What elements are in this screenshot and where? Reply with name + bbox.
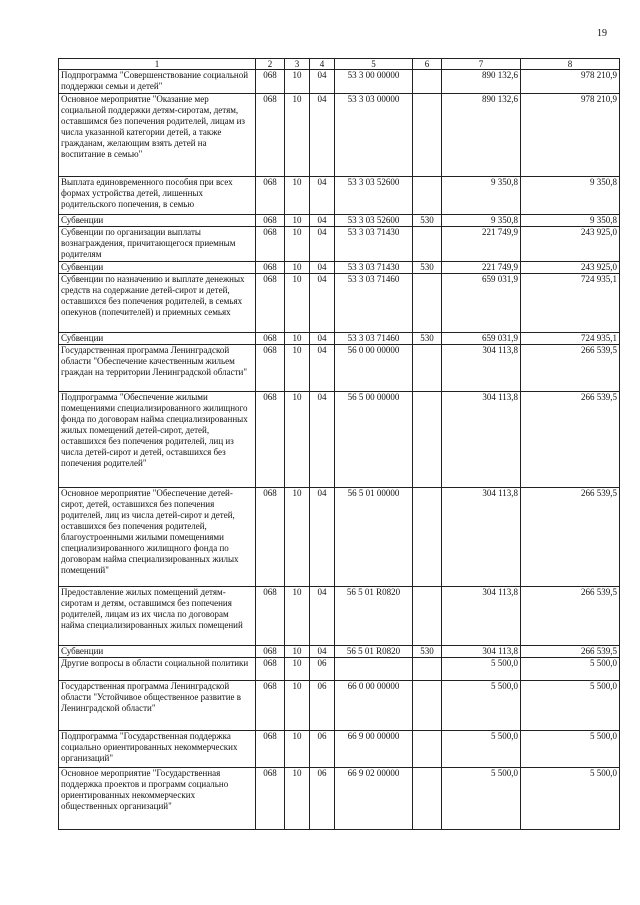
row-name: Подпрограмма "Совершенствование социальной поддержки семьи и детей": [59, 70, 256, 94]
header-cell: 7: [442, 59, 521, 70]
table-row: [59, 587, 620, 646]
table-row: [59, 215, 620, 227]
cell-section: 10: [285, 333, 310, 345]
cell-amount-2: 5 500,0: [521, 681, 620, 731]
cell-expense-type: 530: [413, 215, 442, 227]
cell-admin-code: 068: [256, 658, 285, 681]
header-cell: 5: [335, 59, 413, 70]
cell-target-article: 53 3 03 00000: [335, 94, 413, 177]
cell-amount-1: 5 500,0: [442, 681, 521, 731]
cell-admin-code: 068: [256, 227, 285, 262]
cell-section: 10: [285, 681, 310, 731]
cell-section: 10: [285, 274, 310, 333]
cell-amount-1: 304 113,8: [442, 345, 521, 392]
cell-admin-code: 068: [256, 768, 285, 830]
row-name: Выплата единовременного пособия при всех формах устройства детей, лишенных родительского попечения, в семью: [59, 177, 256, 215]
cell-target-article: 56 5 01 00000: [335, 488, 413, 587]
cell-subsection: 06: [310, 768, 335, 830]
cell-subsection: 04: [310, 646, 335, 658]
table-row: [59, 658, 620, 681]
table-row: [59, 768, 620, 830]
cell-subsection: 04: [310, 215, 335, 227]
cell-expense-type: [413, 658, 442, 681]
cell-expense-type: 530: [413, 333, 442, 345]
cell-target-article: 56 5 00 00000: [335, 392, 413, 488]
table-row: [59, 681, 620, 731]
table-row: [59, 731, 620, 768]
cell-amount-2: 5 500,0: [521, 658, 620, 681]
row-name: Другие вопросы в области социальной политики: [59, 658, 256, 681]
cell-admin-code: 068: [256, 488, 285, 587]
cell-target-article: 66 9 00 00000: [335, 731, 413, 768]
table-row: [59, 70, 620, 94]
header-cell: 3: [285, 59, 310, 70]
cell-admin-code: 068: [256, 587, 285, 646]
table-row: [59, 488, 620, 587]
cell-target-article: 56 5 01 R0820: [335, 587, 413, 646]
cell-target-article: 53 3 00 00000: [335, 70, 413, 94]
cell-target-article: 53 3 03 71460: [335, 333, 413, 345]
cell-amount-2: 266 539,5: [521, 345, 620, 392]
cell-amount-1: 5 500,0: [442, 658, 521, 681]
row-name: Подпрограмма "Обеспечение жилыми помещениями специализированного жилищного фонда по договорам найма специализированных жилых помещений детей-сирот, детей, оставшихся без попечения родителей, лиц из числа детей-сирот и детей, оставшихся без попечения родителей": [59, 392, 256, 488]
cell-expense-type: [413, 94, 442, 177]
cell-expense-type: [413, 488, 442, 587]
cell-subsection: 06: [310, 658, 335, 681]
header-row: [59, 59, 620, 70]
cell-amount-2: 9 350,8: [521, 177, 620, 215]
budget-table: [58, 58, 620, 830]
cell-section: 10: [285, 262, 310, 274]
cell-section: 10: [285, 392, 310, 488]
cell-subsection: 06: [310, 681, 335, 731]
cell-subsection: 04: [310, 274, 335, 333]
cell-admin-code: 068: [256, 262, 285, 274]
cell-target-article: 56 5 01 R0820: [335, 646, 413, 658]
cell-section: 10: [285, 227, 310, 262]
cell-amount-1: 659 031,9: [442, 274, 521, 333]
cell-amount-2: 266 539,5: [521, 646, 620, 658]
cell-amount-1: 221 749,9: [442, 262, 521, 274]
cell-amount-2: 978 210,9: [521, 94, 620, 177]
table-row: [59, 333, 620, 345]
row-name: Государственная программа Ленинградской области "Обеспечение качественным жильем граждан на территории Ленинградской области": [59, 345, 256, 392]
cell-amount-1: 221 749,9: [442, 227, 521, 262]
cell-section: 10: [285, 488, 310, 587]
row-name: Субвенции по организации выплаты вознаграждения, причитающегося приемным родителям: [59, 227, 256, 262]
cell-admin-code: 068: [256, 177, 285, 215]
table-row: [59, 227, 620, 262]
row-name: Государственная программа Ленинградской области "Устойчивое общественное развитие в Ленинградской области": [59, 681, 256, 731]
cell-amount-2: 5 500,0: [521, 768, 620, 830]
cell-amount-1: 890 132,6: [442, 94, 521, 177]
cell-expense-type: [413, 177, 442, 215]
row-name: Субвенции: [59, 646, 256, 658]
cell-amount-1: 5 500,0: [442, 731, 521, 768]
cell-amount-1: 9 350,8: [442, 215, 521, 227]
cell-amount-2: 724 935,1: [521, 274, 620, 333]
cell-amount-2: 243 925,0: [521, 227, 620, 262]
cell-amount-1: 890 132,6: [442, 70, 521, 94]
cell-amount-1: 9 350,8: [442, 177, 521, 215]
cell-amount-1: 304 113,8: [442, 587, 521, 646]
cell-admin-code: 068: [256, 345, 285, 392]
cell-amount-2: 724 935,1: [521, 333, 620, 345]
cell-amount-2: 5 500,0: [521, 731, 620, 768]
cell-section: 10: [285, 587, 310, 646]
cell-section: 10: [285, 94, 310, 177]
cell-amount-1: 304 113,8: [442, 392, 521, 488]
cell-admin-code: 068: [256, 333, 285, 345]
row-name: Основное мероприятие "Государственная поддержка проектов и программ социально ориентированных некоммерческих общественных организаций": [59, 768, 256, 830]
table-row: [59, 262, 620, 274]
cell-target-article: 53 3 03 52600: [335, 177, 413, 215]
cell-expense-type: [413, 274, 442, 333]
cell-amount-2: 978 210,9: [521, 70, 620, 94]
page-number: 19: [597, 28, 607, 39]
cell-admin-code: 068: [256, 731, 285, 768]
cell-expense-type: [413, 227, 442, 262]
cell-subsection: 04: [310, 587, 335, 646]
cell-section: 10: [285, 731, 310, 768]
cell-amount-1: 304 113,8: [442, 488, 521, 587]
table-row: [59, 392, 620, 488]
cell-amount-1: 5 500,0: [442, 768, 521, 830]
cell-target-article: [335, 658, 413, 681]
cell-section: 10: [285, 70, 310, 94]
cell-amount-2: 266 539,5: [521, 392, 620, 488]
row-name: Субвенции по назначению и выплате денежных средств на содержание детей-сирот и детей, оставшихся без попечения родителей, в семьях опекунов (попечителей) и приемных семьях: [59, 274, 256, 333]
row-name: Субвенции: [59, 215, 256, 227]
cell-expense-type: [413, 392, 442, 488]
table-row: [59, 345, 620, 392]
row-name: Основное мероприятие "Оказание мер социальной поддержки детям-сиротам, детям, оставшимся без попечения родителей, лицам из числа указанной категории детей, а также гражданам, желающим взять детей на воспитание в семью": [59, 94, 256, 177]
cell-amount-2: 266 539,5: [521, 587, 620, 646]
cell-admin-code: 068: [256, 646, 285, 658]
cell-expense-type: [413, 345, 442, 392]
table-row: [59, 177, 620, 215]
cell-target-article: 53 3 03 71430: [335, 262, 413, 274]
row-name: Предоставление жилых помещений детям-сиротам и детям, оставшимся без попечения родителей, лицам из их числа по договорам найма специализированных жилых помещений: [59, 587, 256, 646]
cell-admin-code: 068: [256, 70, 285, 94]
cell-expense-type: [413, 768, 442, 830]
cell-section: 10: [285, 768, 310, 830]
cell-subsection: 04: [310, 262, 335, 274]
cell-amount-2: 243 925,0: [521, 262, 620, 274]
cell-admin-code: 068: [256, 274, 285, 333]
cell-subsection: 06: [310, 731, 335, 768]
cell-subsection: 04: [310, 227, 335, 262]
cell-target-article: 53 3 03 52600: [335, 215, 413, 227]
cell-target-article: 56 0 00 00000: [335, 345, 413, 392]
row-name: Подпрограмма "Государственная поддержка социально ориентированных некоммерческих организаций": [59, 731, 256, 768]
row-name: Субвенции: [59, 333, 256, 345]
header-cell: 6: [413, 59, 442, 70]
header-cell: 2: [256, 59, 285, 70]
cell-target-article: 53 3 03 71460: [335, 274, 413, 333]
header-cell: 4: [310, 59, 335, 70]
cell-expense-type: [413, 70, 442, 94]
cell-amount-2: 9 350,8: [521, 215, 620, 227]
cell-admin-code: 068: [256, 681, 285, 731]
table-row: [59, 274, 620, 333]
row-name: Основное мероприятие "Обеспечение детей-сирот, детей, оставшихся без попечения родителей, лиц из числа детей-сирот и детей, оставшихся без попечения родителей, благоустроенными жилыми помещениями специализированного жилищного фонда по договорам найма специализированных жилых помещений": [59, 488, 256, 587]
row-name: Субвенции: [59, 262, 256, 274]
table-row: [59, 94, 620, 177]
cell-expense-type: 530: [413, 646, 442, 658]
cell-subsection: 04: [310, 488, 335, 587]
cell-admin-code: 068: [256, 94, 285, 177]
cell-expense-type: [413, 731, 442, 768]
cell-subsection: 04: [310, 70, 335, 94]
cell-target-article: 66 9 02 00000: [335, 768, 413, 830]
cell-section: 10: [285, 345, 310, 392]
cell-target-article: 53 3 03 71430: [335, 227, 413, 262]
cell-amount-1: 304 113,8: [442, 646, 521, 658]
cell-subsection: 04: [310, 345, 335, 392]
cell-expense-type: [413, 587, 442, 646]
cell-expense-type: [413, 681, 442, 731]
cell-section: 10: [285, 177, 310, 215]
cell-admin-code: 068: [256, 215, 285, 227]
cell-target-article: 66 0 00 00000: [335, 681, 413, 731]
cell-admin-code: 068: [256, 392, 285, 488]
cell-expense-type: 530: [413, 262, 442, 274]
cell-section: 10: [285, 658, 310, 681]
cell-amount-2: 266 539,5: [521, 488, 620, 587]
cell-section: 10: [285, 215, 310, 227]
cell-subsection: 04: [310, 392, 335, 488]
header-cell: 1: [59, 59, 256, 70]
cell-subsection: 04: [310, 177, 335, 215]
cell-section: 10: [285, 646, 310, 658]
table-row: [59, 646, 620, 658]
cell-subsection: 04: [310, 94, 335, 177]
cell-subsection: 04: [310, 333, 335, 345]
cell-amount-1: 659 031,9: [442, 333, 521, 345]
header-cell: 8: [521, 59, 620, 70]
